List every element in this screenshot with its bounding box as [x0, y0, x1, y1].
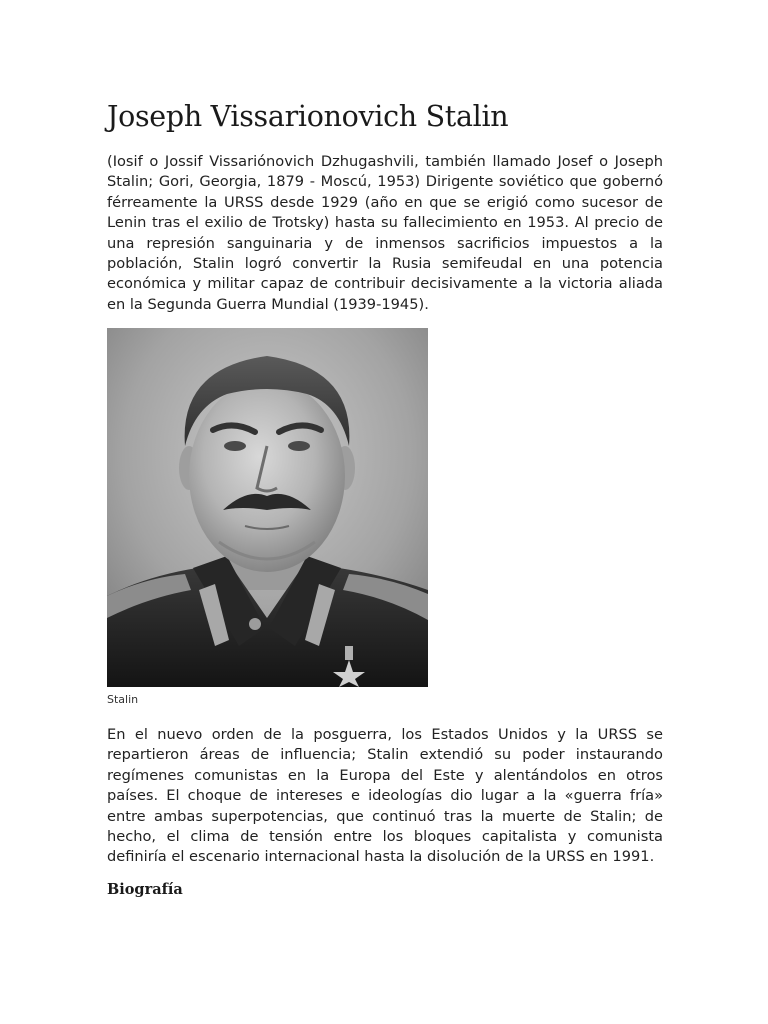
photo-caption: Stalin [107, 693, 139, 706]
intro-paragraph: (Iosif o Jossif Vissariónovich Dzhugashvili, también llamado Josef o Joseph Stalin; Gori, Georgia, 1879 - Moscú, 1953) Dirigente soviético que gobernó férreamente la URSS desde 1929 (año en que se erigió como sucesor de Lenin tras el exilio de Trotsky) hasta su fallecimiento en 1953. Al precio de una represión sanguinaria y de inmensos sacrificios impuestos a la población, Stalin logró convertir la Rusia semifeudal en una potencia económica y militar capaz de contribuir decisivamente a la victoria aliada en la Segunda Guerra Mundial (1939-1945). [107, 153, 663, 313]
portrait-photo [107, 328, 428, 687]
second-paragraph: En el nuevo orden de la posguerra, los Estados Unidos y la URSS se repartieron áreas de influencia; Stalin extendió su poder instaurando regímenes comunistas en la Europa del Este y alentándolos en otros países. El choque de intereses e ideologías dio lugar a la «guerra fría» entre ambas superpotencias, que continuó tras la muerte de Stalin; de hecho, el clima de tensión entre los bloques capitalista y comunista definiría el escenario internacional hasta la disolución de la URSS en 1991. [107, 726, 663, 866]
section-heading: Biografía [107, 881, 183, 898]
page-title: Joseph Vissarionovich Stalin [107, 100, 509, 133]
